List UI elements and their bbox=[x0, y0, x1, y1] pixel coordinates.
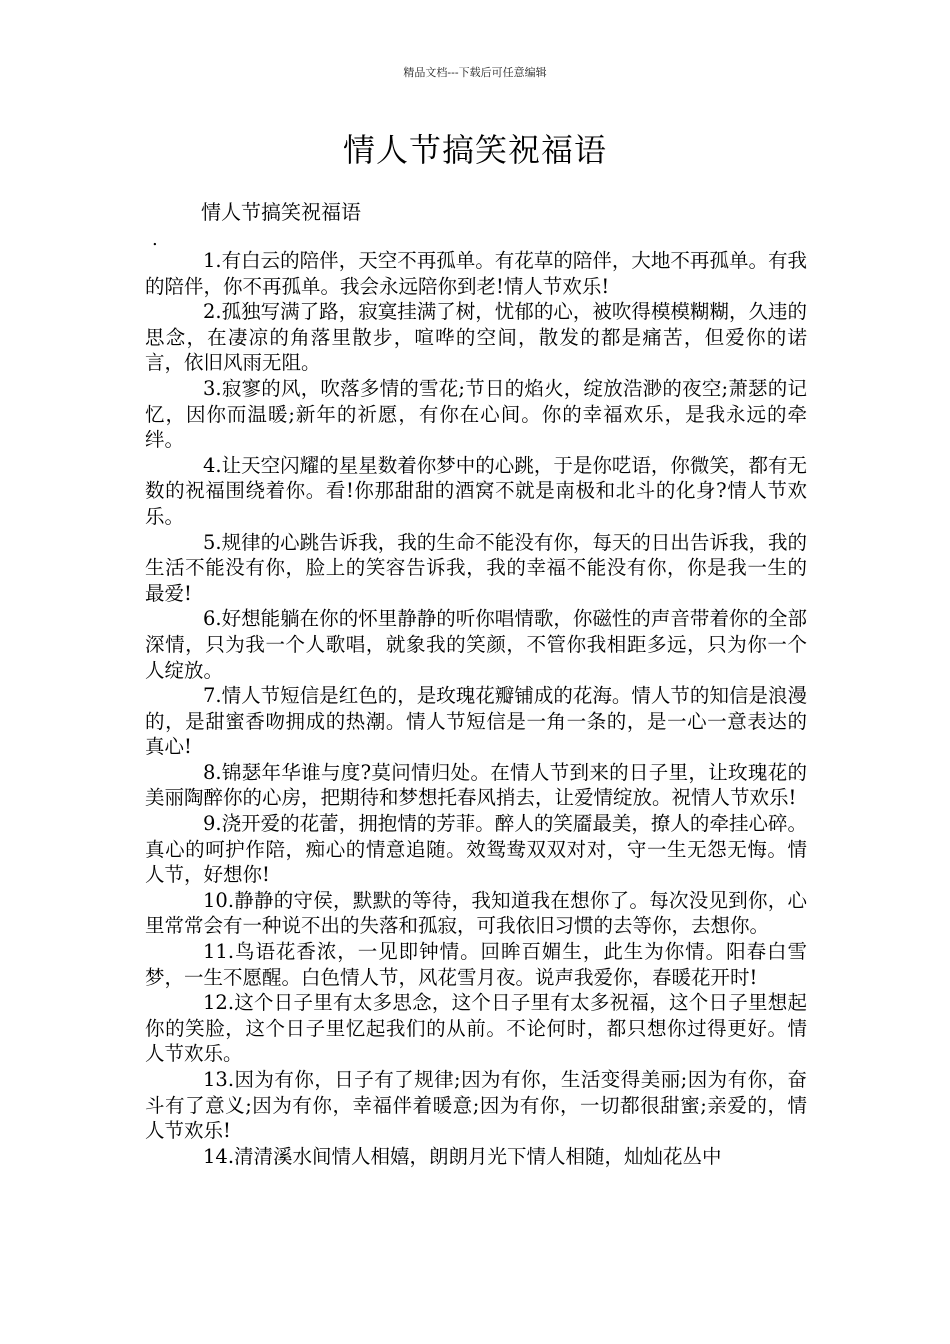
greeting-item-4: 4.让天空闪耀的星星数着你梦中的心跳，于是你呓语，你微笑，都有无数的祝福围绕着你。看!你那甜甜的酒窝不就是南极和北斗的化身?情人节欢乐。 bbox=[145, 453, 807, 528]
greeting-item-12: 12.这个日子里有太多思念，这个日子里有太多祝福，这个日子里想起你的笑脸，这个日子里忆起我们的从前。不论何时，都只想你过得更好。情人节欢乐。 bbox=[145, 991, 807, 1066]
greeting-item-14: 14.清清溪水间情人相嬉，朗朗月光下情人相随，灿灿花丛中 bbox=[203, 1144, 722, 1168]
stray-dot: . bbox=[152, 229, 158, 250]
greeting-item-9: 9.浇开爱的花蕾，拥抱情的芳菲。醉人的笑靥最美，撩人的牵挂心碎。真心的呵护作陪，痴心的情意追随。效鸳鸯双双对对，守一生无怨无悔。情人节，好想你! bbox=[145, 812, 807, 887]
document-title: 情人节搞笑祝福语 bbox=[342, 131, 607, 169]
greeting-item-11: 11.鸟语花香浓，一见即钟情。回眸百媚生，此生为你情。阳春白雪梦，一生不愿醒。白色情人节，风花雪月夜。说声我爱你，春暖花开时! bbox=[145, 940, 807, 989]
header-note: 精品文档---下载后可任意编辑 bbox=[403, 66, 547, 79]
greeting-item-10: 10.静静的守侯，默默的等待，我知道我在想你了。每次没见到你，心里常常会有一种说不出的失落和孤寂，可我依旧习惯的去等你，去想你。 bbox=[145, 888, 807, 938]
greeting-item-3: 3.寂寥的风，吹落多情的雪花;节日的焰火，绽放浩渺的夜空;萧瑟的记忆，因你而温暖;新年的祈愿，有你在心间。你的幸福欢乐，是我永远的牵绊。 bbox=[145, 376, 807, 452]
document-subtitle: 情人节搞笑祝福语 bbox=[201, 200, 361, 224]
greeting-item-13: 13.因为有你，日子有了规律;因为有你，生活变得美丽;因为有你，奋斗有了意义;因为有你，幸福伴着暖意;因为有你，一切都很甜蜜;亲爱的，情人节欢乐! bbox=[145, 1068, 807, 1143]
greeting-item-5: 5.规律的心跳告诉我，我的生命不能没有你，每天的日出告诉我，我的生活不能没有你，脸上的笑容告诉我，我的幸福不能没有你，你是我一生的最爱! bbox=[145, 530, 807, 605]
greeting-item-8: 8.锦瑟年华谁与度?莫问情归处。在情人节到来的日子里，让玫瑰花的美丽陶醉你的心房，把期待和梦想托春风捎去，让爱情绽放。祝情人节欢乐! bbox=[145, 760, 807, 810]
greetings-list bbox=[145, 248, 807, 1169]
greeting-item-2: 2.孤独写满了路，寂寞挂满了树，忧郁的心，被吹得模模糊糊，久违的思念，在凄凉的角落里散步，喧哗的空间，散发的都是痛苦，但爱你的诺言，依旧风雨无阻。 bbox=[145, 300, 807, 375]
greeting-item-6: 6.好想能躺在你的怀里静静的听你唱情歌，你磁性的声音带着你的全部深情，只为我一个人歌唱，就象我的笑颜，不管你我相距多远，只为你一个人绽放。 bbox=[145, 607, 807, 682]
greeting-item-7: 7.情人节短信是红色的，是玫瑰花瓣铺成的花海。情人节的知信是浪漫的，是甜蜜香吻拥成的热潮。情人节短信是一角一条的，是一心一意表达的真心! bbox=[145, 684, 807, 759]
greeting-item-1: 1.有白云的陪伴，天空不再孤单。有花草的陪伴，大地不再孤单。有我的陪伴，你不再孤单。我会永远陪你到老!情人节欢乐! bbox=[145, 249, 807, 298]
